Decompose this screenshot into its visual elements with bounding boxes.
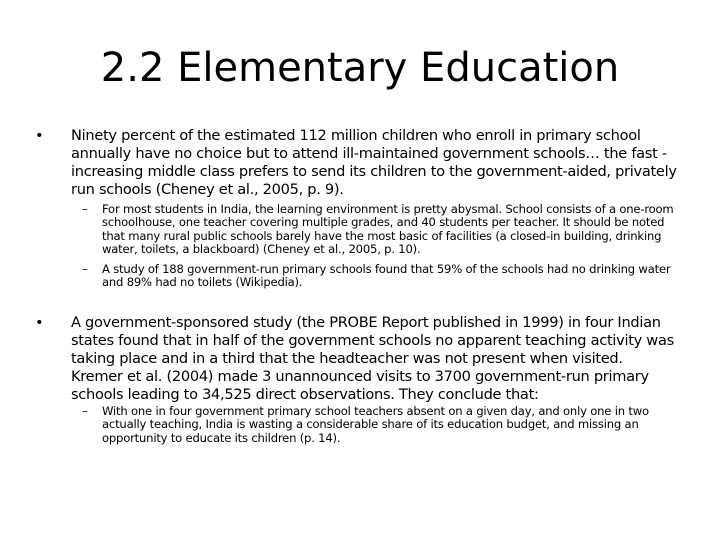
bullet-point-1 xyxy=(35,127,675,207)
bullet-text: Ninety percent of the estimated 112 million children who enroll in primary school annually have no choice but to attend ill-maintained government schools… the fast -increasing middle class prefers to send its children to the government-aided, privately run schools (Cheney et al., 2005, p. 9). xyxy=(71,127,677,198)
dash-marker: – xyxy=(82,202,88,216)
bullet-text: A government-sponsored study (the PROBE Report published in 1999) in four Indian states found that in half of the government schools no apparent teaching activity was taking place and in a third that the headteacher was not present when visited. Kremer et al. (2004) made 3 unannounced visits to 3700 government-run primary schools leading to 34,525 direct observations. They conclude that: xyxy=(71,314,674,403)
bullet-point-2 xyxy=(35,314,675,406)
dash-marker: – xyxy=(82,404,88,418)
sub-bullet-1-2 xyxy=(82,263,692,293)
sub-bullet-1-1 xyxy=(82,203,692,261)
sub-bullet-2-1 xyxy=(82,405,692,449)
slide-title: 2.2 Elementary Education xyxy=(100,45,620,91)
sub-bullet-text: A study of 188 government-run primary schools found that 59% of the schools had no drinking water and 89% had no toilets (Wikipedia). xyxy=(102,262,671,290)
bullet-marker: • xyxy=(35,127,44,144)
dash-marker: – xyxy=(82,262,88,276)
sub-bullet-text: With one in four government primary school teachers absent on a given day, and only one in two actually teaching, India is wasting a considerable share of its education budget, and missing an opportunity to educate its children (p. 14). xyxy=(102,404,649,445)
sub-bullet-text: For most students in India, the learning environment is pretty abysmal. School consists of a one-room schoolhouse, one teacher covering multiple grades, and 40 students per teacher. It should be noted that many rural public schools barely have the most basic of facilities (a closed-in building, drinking water, toilets, a blackboard) (Cheney et al., 2005, p. 10). xyxy=(102,202,674,257)
bullet-marker: • xyxy=(35,314,44,331)
